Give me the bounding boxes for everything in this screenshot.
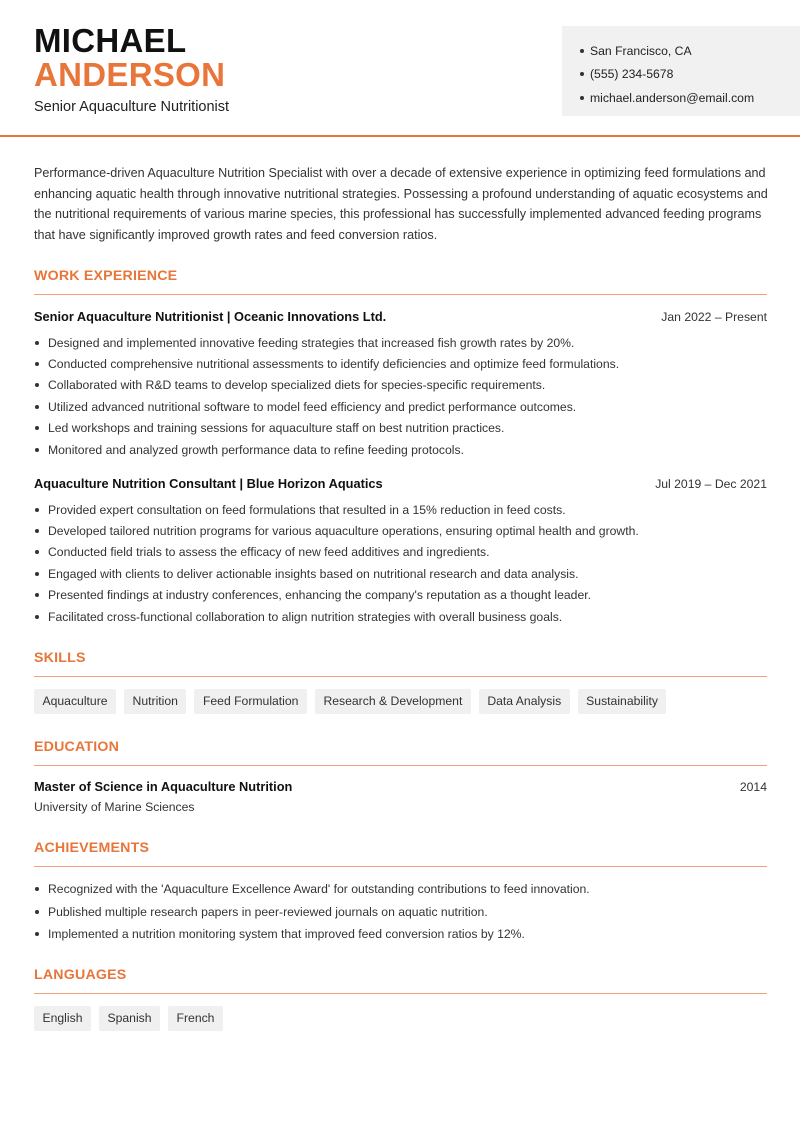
- list-item: [34, 439, 767, 460]
- section-divider: [34, 765, 767, 766]
- contact-email-text: michael.anderson@email.com: [590, 90, 755, 105]
- contact-phone: [580, 63, 800, 87]
- graduation-year: 2014: [739, 780, 767, 794]
- bullet-dot-icon: [35, 405, 39, 409]
- resume-header: [0, 0, 800, 137]
- skill-tag: Research & Development: [315, 689, 471, 714]
- education-header: [34, 779, 767, 794]
- section-divider: [34, 993, 767, 994]
- list-item-text: Recognized with the 'Aquaculture Excellence Award' for outstanding contributions to feed innovation.: [48, 882, 590, 897]
- list-item-text: Provided expert consultation on feed formulations that resulted in a 15% reduction in feed costs.: [48, 502, 566, 517]
- achievements-heading: ACHIEVEMENTS: [34, 840, 150, 856]
- list-item: [34, 878, 767, 901]
- list-item-text: Facilitated cross-functional collaboration to align nutrition strategies with overall business goals.: [48, 609, 563, 624]
- list-item-text: Collaborated with R&D teams to develop specialized diets for species-specific requirements.: [48, 378, 546, 393]
- job-header: [34, 476, 767, 491]
- list-item: [34, 396, 767, 417]
- bullet-dot-icon: [580, 49, 584, 53]
- contact-location-text: San Francisco, CA: [590, 43, 692, 58]
- list-item-text: Conducted field trials to assess the efficacy of new feed additives and ingredients.: [48, 545, 490, 560]
- list-item-text: Led workshops and training sessions for aquaculture staff on best nutrition practices.: [48, 421, 505, 436]
- bullet-dot-icon: [35, 383, 39, 387]
- list-item: [34, 923, 767, 946]
- skills-heading: SKILLS: [34, 650, 86, 666]
- skill-tag: Aquaculture: [34, 689, 116, 714]
- professional-summary: Performance-driven Aquaculture Nutrition Specialist with over a decade of extensive experience in optimizing feed formulations and enhancing aquatic health through innovative nutritional strategies. Possessing a profound understanding of aquatic ecosystems and the nutritional requirements of various marine species, this professional has successfully implemented advanced feeding programs that have significantly improved growth rates and feed conversion ratios.: [34, 166, 768, 243]
- list-item: [34, 585, 767, 606]
- languages-heading: LANGUAGES: [34, 967, 127, 983]
- contact-location: [580, 39, 800, 63]
- list-item: [34, 606, 767, 627]
- degree-title: Master of Science in Aquaculture Nutrition: [34, 779, 293, 794]
- bullet-dot-icon: [35, 550, 39, 554]
- bullet-dot-icon: [35, 572, 39, 576]
- job-title-company: Senior Aquaculture Nutritionist | Oceanic Innovations Ltd.: [34, 309, 387, 324]
- list-item-text: Implemented a nutrition monitoring system that improved feed conversion ratios by 12%.: [48, 927, 525, 942]
- language-tag: English: [34, 1006, 91, 1031]
- bullet-dot-icon: [580, 96, 584, 100]
- language-tag: Spanish: [99, 1006, 160, 1031]
- job-title-company: Aquaculture Nutrition Consultant | Blue Horizon Aquatics: [34, 476, 383, 491]
- list-item: [34, 375, 767, 396]
- list-item-text: Designed and implemented innovative feeding strategies that increased fish growth rates by 20%.: [48, 335, 575, 350]
- work-experience-heading: WORK EXPERIENCE: [34, 268, 178, 284]
- bullet-dot-icon: [35, 593, 39, 597]
- skill-tag: Data Analysis: [479, 689, 570, 714]
- achievements-list: [34, 878, 767, 946]
- section-divider: [34, 866, 767, 867]
- bullet-dot-icon: [35, 341, 39, 345]
- skill-tag: Sustainability: [578, 689, 667, 714]
- list-item-text: Developed tailored nutrition programs for various aquaculture operations, ensuring optimal health and growth.: [48, 524, 639, 539]
- job-dates: Jul 2019 – Dec 2021: [655, 477, 767, 491]
- list-item: [34, 418, 767, 439]
- bullet-dot-icon: [35, 448, 39, 452]
- list-item: [34, 499, 767, 520]
- contact-email: [580, 86, 800, 110]
- list-item-text: Utilized advanced nutritional software to model feed efficiency and predict performance outcomes.: [48, 399, 577, 414]
- contact-phone-text: (555) 234-5678: [590, 67, 674, 82]
- first-name: MICHAEL: [34, 22, 187, 59]
- job-header: [34, 309, 767, 324]
- list-item: [34, 332, 767, 353]
- bullet-dot-icon: [35, 362, 39, 366]
- list-item: [34, 563, 767, 584]
- list-item-text: Monitored and analyzed growth performance data to refine feeding protocols.: [48, 442, 464, 457]
- section-divider: [34, 294, 767, 295]
- job-bullets: [34, 499, 767, 627]
- job-bullets: [34, 332, 767, 460]
- school-name: University of Marine Sciences: [34, 800, 195, 814]
- bullet-dot-icon: [35, 615, 39, 619]
- list-item-text: Presented findings at industry conferences, enhancing the company's reputation as a thought leader.: [48, 588, 591, 603]
- skill-tag: Nutrition: [124, 689, 186, 714]
- last-name: ANDERSON: [34, 56, 226, 93]
- bullet-dot-icon: [35, 426, 39, 430]
- bullet-dot-icon: [35, 910, 39, 914]
- bullet-dot-icon: [35, 508, 39, 512]
- list-item: [34, 542, 767, 563]
- bullet-dot-icon: [580, 72, 584, 76]
- languages-tags: [34, 1006, 231, 1031]
- skills-tags: [34, 689, 674, 714]
- list-item: [34, 353, 767, 374]
- list-item-text: Published multiple research papers in peer-reviewed journals on aquatic nutrition.: [48, 904, 488, 919]
- language-tag: French: [168, 1006, 223, 1031]
- list-item: [34, 520, 767, 541]
- list-item-text: Engaged with clients to deliver actionable insights based on nutritional research and data analysis.: [48, 566, 579, 581]
- skill-tag: Feed Formulation: [194, 689, 307, 714]
- bullet-dot-icon: [35, 529, 39, 533]
- contact-box: [562, 26, 800, 116]
- job-title: Senior Aquaculture Nutritionist: [34, 99, 230, 115]
- job-dates: Jan 2022 – Present: [661, 310, 767, 324]
- education-heading: EDUCATION: [34, 739, 120, 755]
- bullet-dot-icon: [35, 932, 39, 936]
- section-divider: [34, 676, 767, 677]
- bullet-dot-icon: [35, 887, 39, 891]
- list-item-text: Conducted comprehensive nutritional assessments to identify deficiencies and optimize feed formulations.: [48, 357, 620, 372]
- list-item: [34, 901, 767, 924]
